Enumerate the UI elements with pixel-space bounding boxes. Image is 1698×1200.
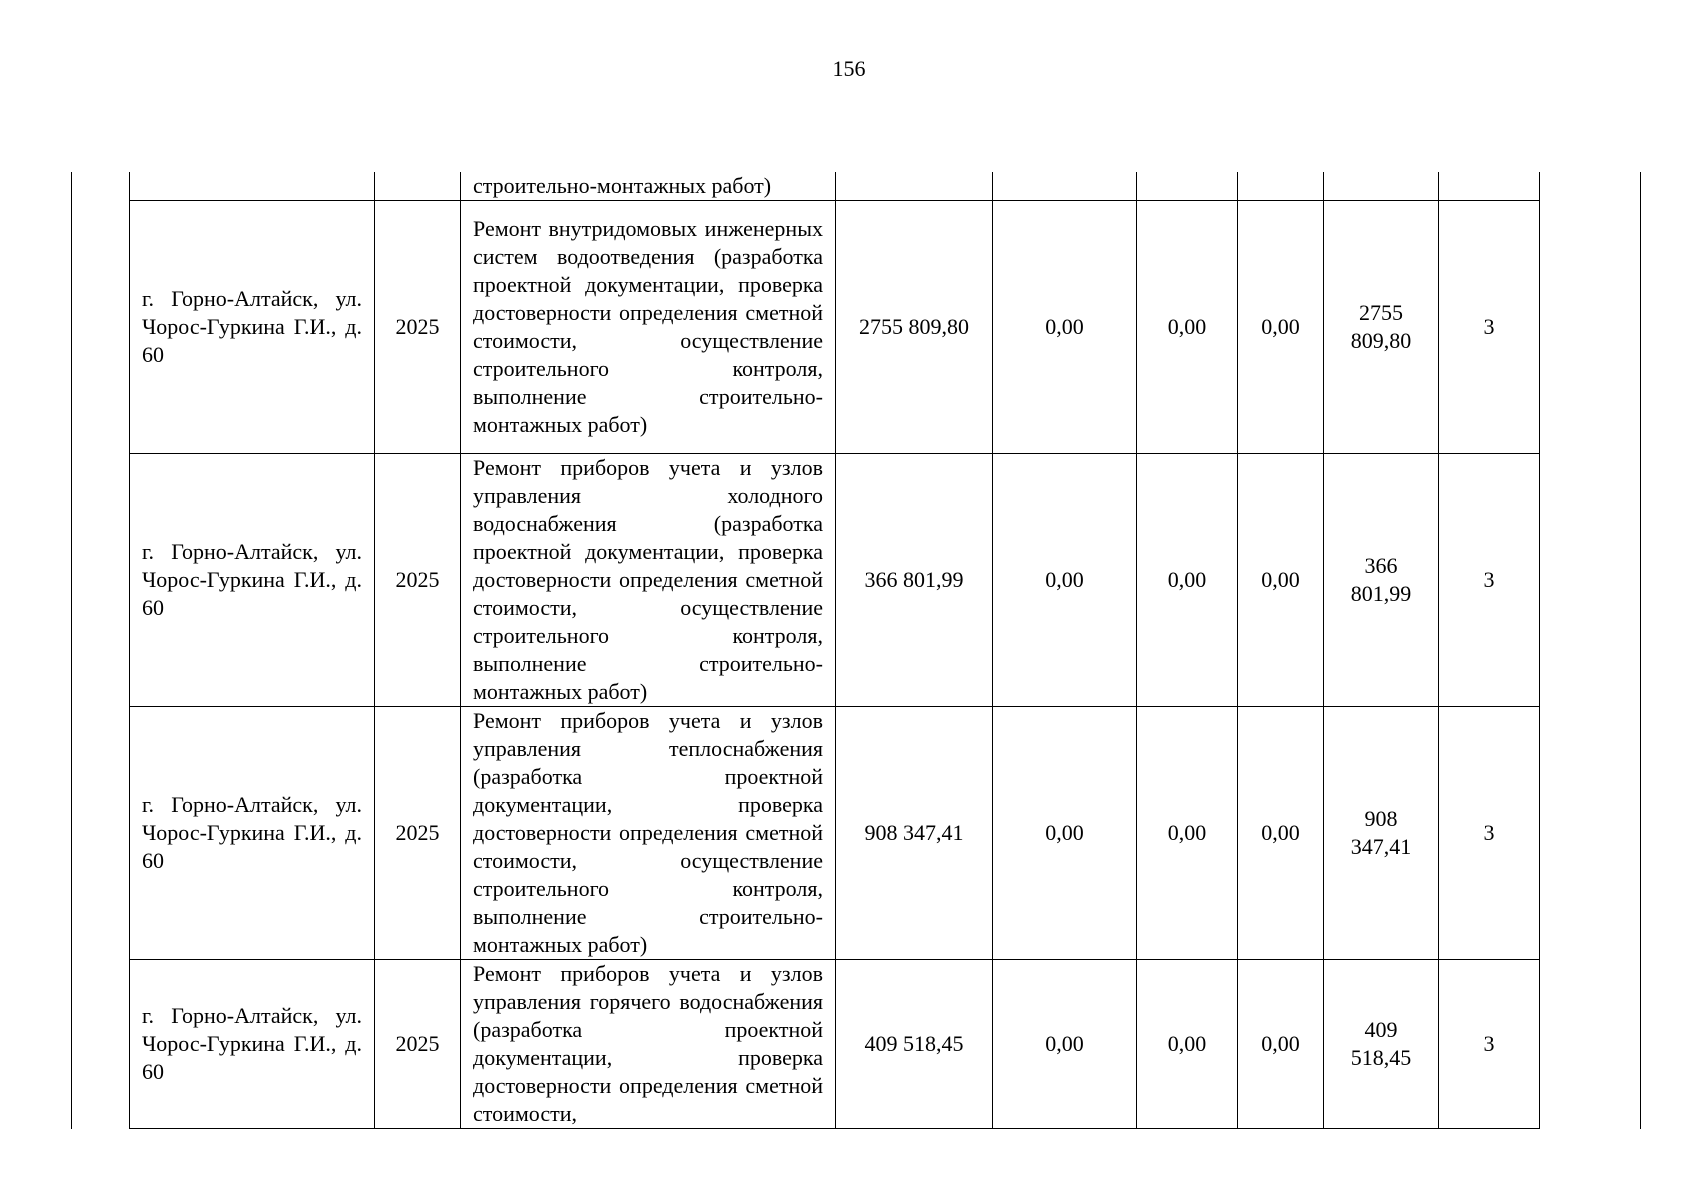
- value-cell-2: 0,00: [1137, 707, 1238, 960]
- address-cell: г. Горно-Алтайск, ул. Чорос-Гуркина Г.И., д. 60: [130, 454, 375, 707]
- year-cell: 2025: [375, 454, 461, 707]
- left-margin-cell: [72, 172, 130, 1129]
- address-cell: г. Горно-Алтайск, ул. Чорос-Гуркина Г.И., д. 60: [130, 707, 375, 960]
- total-cell: 366 801,99: [1324, 454, 1439, 707]
- table-row: [72, 454, 1641, 707]
- table-row: [72, 707, 1641, 960]
- stage-cell: 3: [1439, 201, 1540, 454]
- total-cell: 908 347,41: [1324, 707, 1439, 960]
- address-cell: г. Горно-Алтайск, ул. Чорос-Гуркина Г.И., д. 60: [130, 201, 375, 454]
- value-cell-1: 0,00: [993, 960, 1137, 1129]
- year-cell: 2025: [375, 201, 461, 454]
- cost-cell: 908 347,41: [836, 707, 993, 960]
- value-cell-1: 0,00: [993, 454, 1137, 707]
- value-cell-3: 0,00: [1238, 454, 1324, 707]
- value-cell-3: 0,00: [1238, 960, 1324, 1129]
- value-cell-3: 0,00: [1238, 707, 1324, 960]
- page-number: 156: [832, 56, 866, 81]
- work-description-cell: Ремонт приборов учета и узлов управления теплоснабжения (разработка проектной документации, проверка достоверности определения сметной стоимости, осуществление строительного контроля, выполнение строительно-монтажных работ): [461, 707, 836, 960]
- work-description-cell: Ремонт приборов учета и узлов управления холодного водоснабжения (разработка проектной документации, проверка достоверности определения сметной стоимости, осуществление строительного контроля, выполнение строительно-монтажных работ): [461, 454, 836, 707]
- table-row: [72, 201, 1641, 454]
- value-cell-2: 0,00: [1137, 201, 1238, 454]
- address-cell: г. Горно-Алтайск, ул. Чорос-Гуркина Г.И., д. 60: [130, 960, 375, 1129]
- value-cell-2: 0,00: [1137, 454, 1238, 707]
- total-cell: 409 518,45: [1324, 960, 1439, 1129]
- value-cell-1: 0,00: [993, 201, 1137, 454]
- value-cell-2: 0,00: [1137, 960, 1238, 1129]
- total-cell: 2755 809,80: [1324, 201, 1439, 454]
- value-cell-3: 0,00: [1238, 201, 1324, 454]
- cost-cell: 409 518,45: [836, 960, 993, 1129]
- works-table: [71, 172, 1641, 1129]
- continuation-row: [72, 172, 1641, 201]
- stage-cell: 3: [1439, 707, 1540, 960]
- stage-cell: 3: [1439, 454, 1540, 707]
- continuation-text: строительно-монтажных работ): [461, 172, 836, 201]
- cost-cell: 2755 809,80: [836, 201, 993, 454]
- table-row: [72, 960, 1641, 1129]
- work-description-cell: Ремонт внутридомовых инженерных систем водоотведения (разработка проектной документации, проверка достоверности определения сметной стоимости, осуществление строительного контроля, выполнение строительно-монтажных работ): [461, 201, 836, 454]
- year-cell: 2025: [375, 707, 461, 960]
- stage-cell: 3: [1439, 960, 1540, 1129]
- year-cell: 2025: [375, 960, 461, 1129]
- cost-cell: 366 801,99: [836, 454, 993, 707]
- right-margin-cell: [1540, 172, 1641, 1129]
- work-description-cell: Ремонт приборов учета и узлов управления горячего водоснабжения (разработка проектной документации, проверка достоверности определения сметной стоимости,: [461, 960, 836, 1129]
- value-cell-1: 0,00: [993, 707, 1137, 960]
